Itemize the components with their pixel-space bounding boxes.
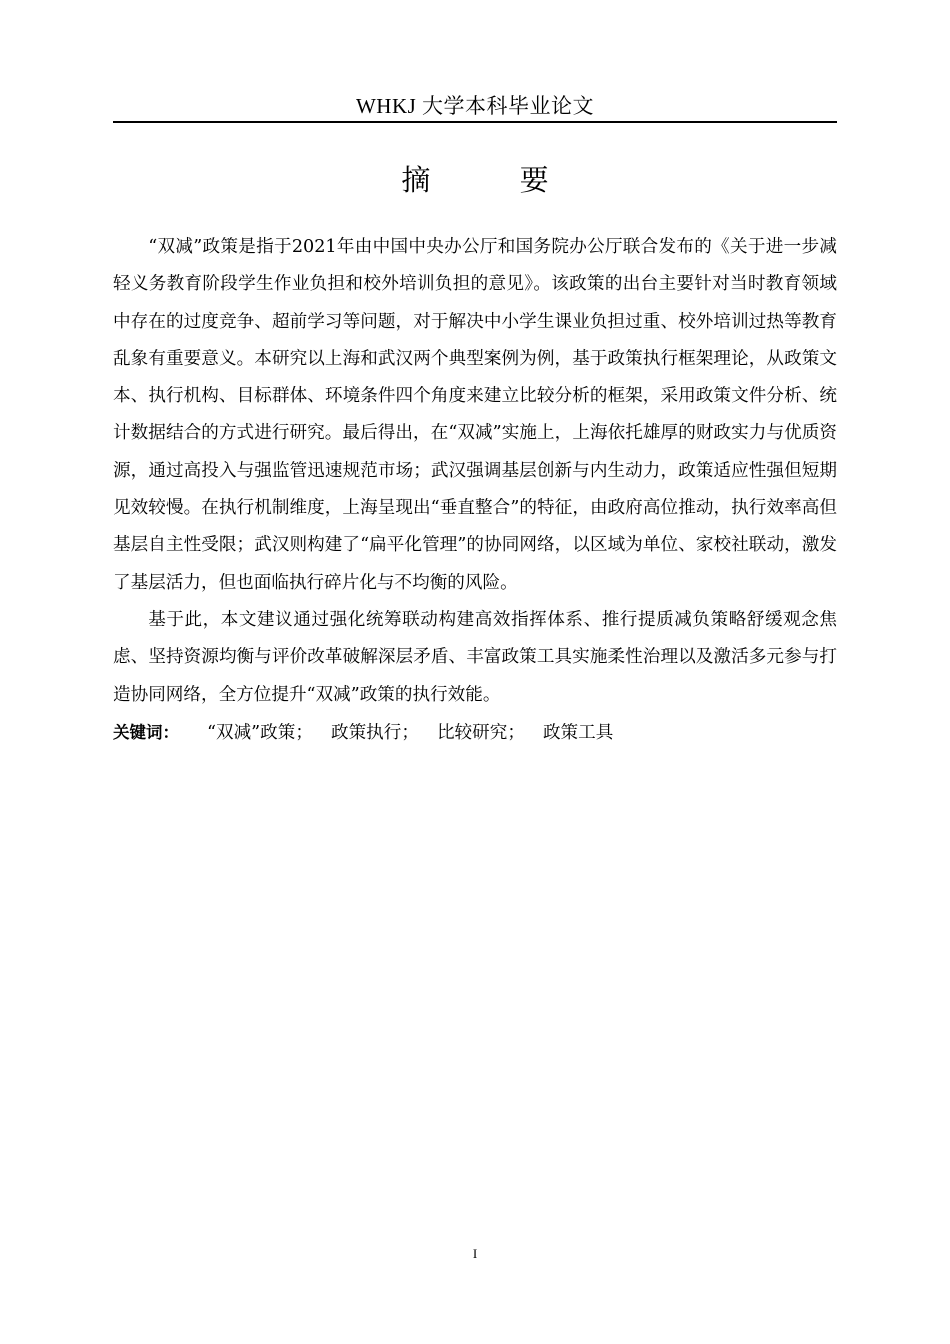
abstract-title: 摘 要	[401, 163, 589, 197]
keywords-line	[113, 714, 837, 752]
keywords-label: 关键词：	[113, 722, 179, 742]
running-header-title: WHKJ 大学本科毕业论文	[355, 94, 595, 118]
keyword-item: 比较研究；	[436, 722, 525, 743]
keyword-item: 政策执行；	[330, 722, 419, 743]
abstract-paragraph-1: “双减”政策是指于2021年由中国中央办公厅和国务院办公厅联合发布的《关于进一步减轻义务教育阶段学生作业负担和校外培训负担的意见》。该政策的出台主要针对当时教育领域中存在的过度竞争、超前学习等问题，对于解决中小学生课业负担过重、校外培训过热等教育乱象有重要意义。本研究以上海和武汉两个典型案例为例，基于政策执行框架理论，从政策文本、执行机构、目标群体、环境条件四个角度来建立比较分析的框架，采用政策文件分析、统计数据结合的方式进行研究。最后得出，在“双减”实施上，上海依托雄厚的财政实力与优质资源，通过高投入与强监管迅速规范市场；武汉强调基层创新与内生动力，政策适应性强但短期见效较慢。在执行机制维度，上海呈现出“垂直整合”的特征，由政府高位推动，执行效率高但基层自主性受限；武汉则构建了“扁平化管理”的协同网络，以区域为单位、家校社联动，激发了基层活力，但也面临执行碎片化与不均衡的风险。	[113, 237, 837, 593]
keyword-item: “双减”政策；	[207, 722, 313, 743]
abstract-paragraph-2: 基于此，本文建议通过强化统筹联动构建高效指挥体系、推行提质减负策略舒缓观念焦虑、坚持资源均衡与评价改革破解深层矛盾、丰富政策工具实施柔性治理以及激活多元参与打造协同网络，全方位提升“双减”政策的执行效能。	[113, 609, 837, 705]
keyword-item: 政策工具	[542, 722, 614, 743]
abstract-body	[113, 229, 837, 752]
page-number: I	[472, 1246, 478, 1261]
header-rule	[113, 121, 837, 123]
